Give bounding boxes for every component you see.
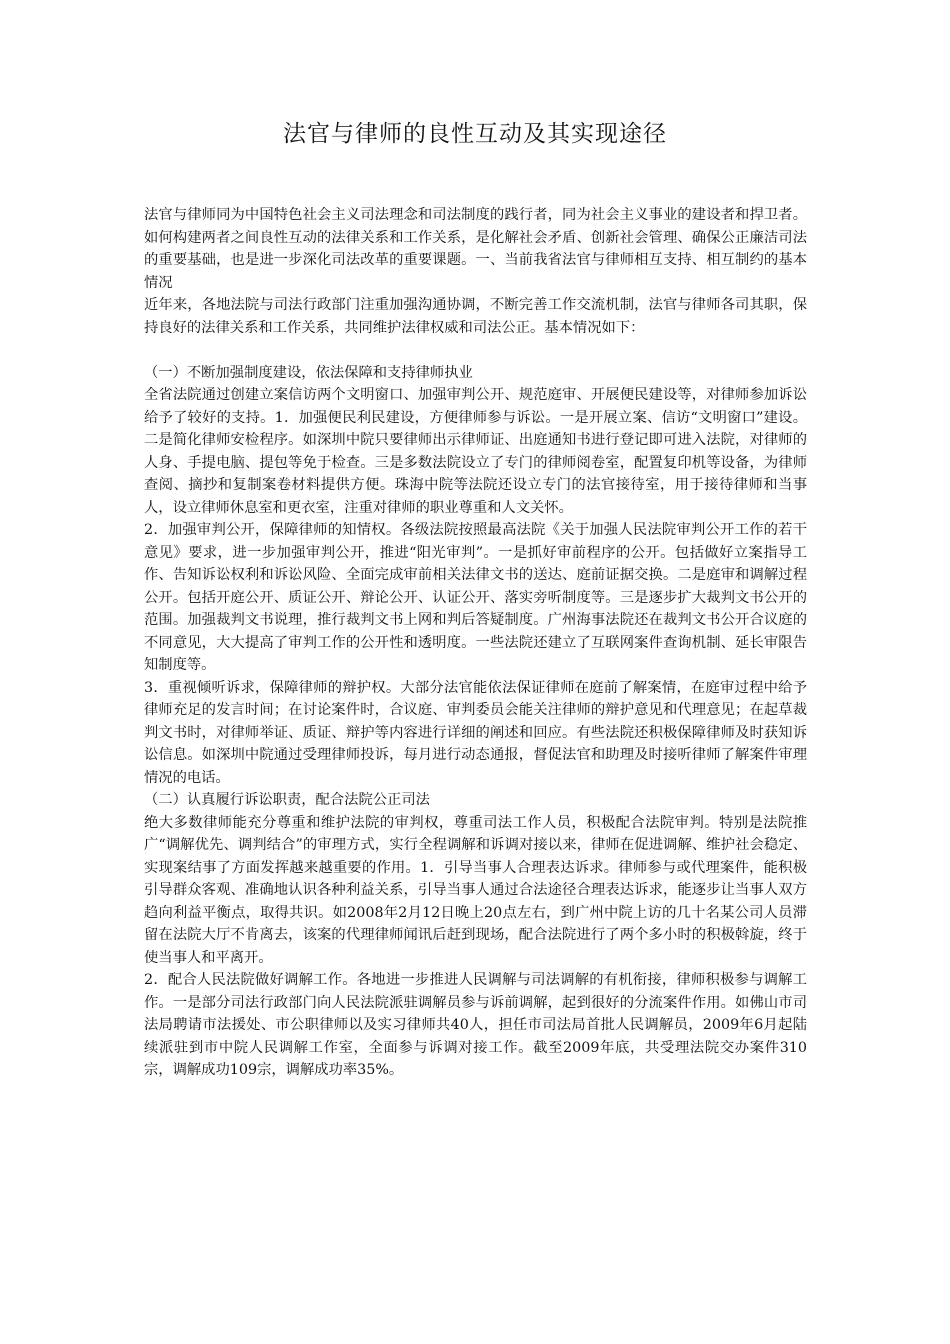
paragraph-convenience: 全省法院通过创建立案信访两个文明窗口、加强审判公开、规范庭审、开展便民建设等，对律师参加诉讼给予了较好的支持。1．加强便民利民建设，方便律师参与诉讼。一是开展立案、信访“文明窗口”建设。二是简化律师安检程序。如深圳中院只要律师出示律师证、出庭通知书进行登记即可进入法院，对律师的人身、手提电脑、提包等免于检查。三是多数法院设立了专门的律师阅卷室，配置复印机等设备，为律师查阅、摘抄和复制案卷材料提供方便。珠海中院等法院还设立专门的法官接待室，用于接待律师和当事人，设立律师休息室和更衣室，注重对律师的职业尊重和人文关怀。 [144, 387, 807, 516]
paragraph-cooperation: 绝大多数律师能充分尊重和维护法院的审判权，尊重司法工作人员，积极配合法院审判。特别是法院推广“调解优先、调判结合”的审理方式，实行全程调解和诉调对接以来，律师在促进调解、维护社会稳定、实现案结事了方面发挥越来越重要的作用。1．引导当事人合理表达诉求。律师参与或代理案件，能积极引导群众客观、准确地认识各种利益关系，引导当事人通过合法途径合理表达诉求，能逐步让当事人双方趋向利益平衡点，取得共识。如2008年2月12日晚上20点左右，到广州中院上访的几十名某公司人员滞留在法院大厅不肯离去，该案的代理律师闻讯后赶到现场，配合法院进行了两个多小时的积极斡旋，终于使当事人和平离开。 [144, 814, 807, 966]
paragraph-overview: 近年来，各地法院与司法行政部门注重加强沟通协调，不断完善工作交流机制，法官与律师各司其职，保持良好的法律关系和工作关系，共同维护法律权威和司法公正。基本情况如下： [144, 297, 807, 336]
paragraph-mediation: 2．配合人民法院做好调解工作。各地进一步推进人民调解与司法调解的有机衔接，律师积极参与调解工作。一是部分司法行政部门向人民法院派驻调解员参与诉前调解，起到很好的分流案件作用。如佛山市司法局聘请市法援处、市公职律师以及实习律师共40人，担任市司法局首批人民调解员，2009年6月起陆续派驻到市中院人民调解工作室，全面参与诉调对接工作。截至2009年底，共受理法院交办案件310宗，调解成功109宗，调解成功率35%。 [144, 972, 807, 1078]
document-body [144, 204, 807, 1082]
paragraph-defense-rights: 3．重视倾听诉求，保障律师的辩护权。大部分法官能依法保证律师在庭前了解案情，在庭审过程中给予律师充足的发言时间；在讨论案件时，合议庭、审判委员会能关注律师的辩护意见和代理意见；在起草裁判文书时，对律师举证、质证、辩护等内容进行详细的阐述和回应。有些法院还积极保障律师及时获知诉讼信息。如深圳中院通过受理律师投诉，每月进行动态通报，督促法官和助理及时接听律师了解案件审理情况的电话。 [144, 679, 807, 786]
paragraph-openness: 2．加强审判公开，保障律师的知情权。各级法院按照最高法院《关于加强人民法院审判公开工作的若干意见》要求，进一步加强审判公开，推进“阳光审判”。一是抓好审前程序的公开。包括做好立案指导工作、告知诉讼权利和诉讼风险、全面完成审前相关法律文书的送达、庭前证据交换。二是庭审和调解过程公开。包括开庭公开、质证公开、辩论公开、认证公开、落实旁听制度等。三是逐步扩大裁判文书公开的范围。加强裁判文书说理，推行裁判文书上网和判后答疑制度。广州海事法院还在裁判文书公开合议庭的不同意见，大大提高了审判工作的公开性和透明度。一些法院还建立了互联网案件查询机制、延长审限告知制度等。 [144, 522, 807, 673]
paragraph-spacer [144, 339, 807, 362]
document-title: 法官与律师的良性互动及其实现途径 [283, 121, 667, 147]
section-heading-2: （二）认真履行诉讼职责，配合法院公正司法 [144, 792, 430, 808]
paragraph-intro: 法官与律师同为中国特色社会主义司法理念和司法制度的践行者，同为社会主义事业的建设者和捍卫者。如何构建两者之间良性互动的法律关系和工作关系，是化解社会矛盾、创新社会管理、确保公正廉洁司法的重要基础，也是进一步深化司法改革的重要课题。一、当前我省法官与律师相互支持、相互制约的基本情况 [144, 207, 807, 291]
section-heading-1: （一）不断加强制度建设，依法保障和支持律师执业 [144, 364, 473, 381]
